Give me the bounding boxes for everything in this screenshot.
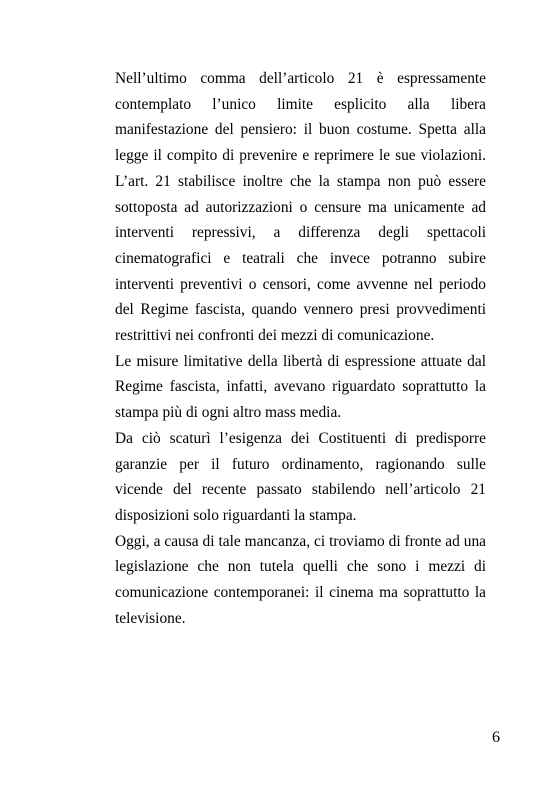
body-text [115, 66, 486, 631]
page-number: 6 [492, 729, 500, 746]
paragraph-constituents: Da ciò scaturì l’esigenza dei Costituenti di predisporre garanzie per il futuro ordinamento, ragionando sulle vicende del recente passato stabilendo nell’articolo 21 disposizioni solo riguardanti la stampa. [115, 429, 486, 524]
paragraph-today: Oggi, a causa di tale mancanza, ci troviamo di fronte ad una legislazione che non tutela quelli che sono i mezzi di comunicazione contemporanei: il cinema ma soprattutto la televisione. [115, 532, 486, 627]
paragraph-fascist-regime: Le misure limitative della libertà di espressione attuate dal Regime fascista, infatti, avevano riguardato soprattutto la stampa più di ogni altro mass media. [115, 352, 486, 422]
paragraph-article-21: Nell’ultimo comma dell’articolo 21 è espressamente contemplato l’unico limite esplicito alla libera manifestazione del pensiero: il buon costume. Spetta alla legge il compito di prevenire e reprimere le sue violazioni. L’art. 21 stabilisce inoltre che la stampa non può essere sottoposta ad autorizzazioni o censure ma unicamente ad interventi repressivi, a differenza degli spettacoli cinematografici e teatrali che invece potranno subire interventi preventivi o censori, come avvenne nel periodo del Regime fascista, quando vennero presi provvedimenti restrittivi nei confronti dei mezzi di comunicazione. [115, 70, 486, 345]
